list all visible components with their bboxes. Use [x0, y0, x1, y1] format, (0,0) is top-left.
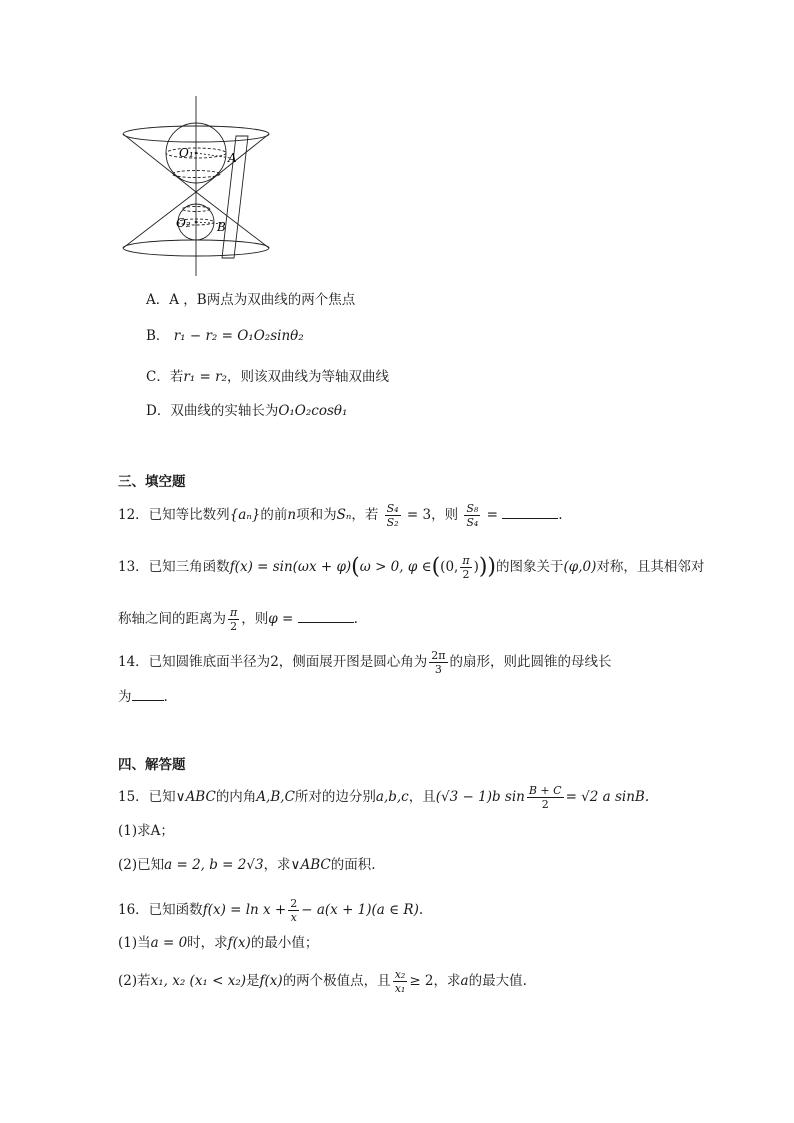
q14-text: 14．已知圆锥底面半径为 [118, 654, 271, 670]
question-13-line2 [118, 606, 358, 633]
q14-text: 为 [118, 689, 132, 705]
q13-text: 称轴之间的距离为 [118, 611, 226, 627]
q14-text: . [163, 689, 168, 705]
q15-text: (2)已知 [118, 857, 165, 873]
option-c-formula: r₁ = r₂ [183, 369, 227, 385]
q16-f: f(x) [227, 935, 251, 951]
q15-angles: A,B,C [256, 789, 295, 805]
question-13: 13．已知三角函数f(x) = sin(ωx + φ)(ω > 0, φ ∈((0, $\frac{\pi}{2}$ )))的图象关于(φ,0)对称，且其相邻对 [118, 554, 705, 581]
q15-text: ，求∨ [263, 857, 301, 873]
q15-triangle: ABC [300, 857, 331, 873]
option-d-formula: O₁O₂cosθ₁ [278, 403, 348, 419]
label-o2: O₂ [176, 216, 191, 230]
option-c-prefix: C．若 [146, 369, 184, 385]
q13-answer-blank[interactable] [298, 610, 354, 623]
q16-text: 是 [246, 973, 260, 989]
option-b-formula: r₁ − r₂ = O₁O₂sinθ₂ [173, 328, 304, 344]
question-15-part-2 [118, 855, 376, 875]
q16-text: . [418, 902, 424, 918]
q16-text: (2)若 [118, 973, 151, 989]
q13-text: 13．已知三角函数 [118, 559, 230, 575]
cone-generator [123, 134, 196, 192]
q16-text: (1)当 [118, 935, 151, 951]
q12-sn: Sₙ [336, 507, 352, 523]
q12-answer-blank[interactable] [502, 506, 558, 519]
q16-condition: a = 0 [150, 935, 188, 951]
option-d-prefix: D．双曲线的实轴长为 [146, 403, 279, 419]
double-cone-figure [116, 96, 276, 276]
q13-text: ，则 [241, 611, 269, 627]
q13-distance: $\frac{\pi}{2}$ [230, 606, 238, 633]
question-14-line2 [118, 687, 168, 707]
q14-radius: 2 [270, 654, 279, 670]
question-12 [118, 502, 563, 529]
option-b [146, 326, 304, 346]
q15-condition: a = 2, b = 2√3 [164, 857, 264, 873]
q16-a: a [460, 973, 469, 989]
q16-text: 的最大值. [468, 973, 527, 989]
label-o1: O₁ [179, 146, 194, 160]
q14-angle: $\frac{2\pi}{3}$ [431, 649, 446, 676]
label-b: B [217, 220, 226, 234]
q12-text: 项和为 [296, 507, 337, 523]
q15-text: 的面积. [330, 857, 376, 873]
q14-text: ，侧面展开图是圆心角为 [278, 654, 428, 670]
q13-phi: φ = [268, 611, 294, 627]
question-14 [118, 649, 612, 676]
q13-interval: ) [473, 559, 479, 575]
option-b-prefix: B． [146, 328, 170, 344]
center-o2-dot [195, 221, 198, 224]
label-a: A [228, 151, 237, 165]
question-15 [118, 784, 649, 811]
q13-condition: ω > 0, φ ∈ [359, 559, 432, 575]
section-4-title: 四、解答题 [118, 757, 186, 773]
q15-sides: a,b,c [375, 789, 409, 805]
q13-text: . [353, 611, 358, 627]
q12-fraction-1: $\frac{\text{S₄}}{\text{S₂}}$ [386, 502, 399, 529]
q16-text: 的两个极值点，且 [282, 973, 391, 989]
q12-text: = [486, 507, 498, 523]
question-16-part-1 [118, 933, 318, 953]
q16-ratio: $\frac{\text{x₂}}{\text{x₁}}$ [394, 968, 406, 995]
q15-text: 15．已知∨ [118, 789, 186, 805]
q15-text: 所对的边分别 [294, 789, 376, 805]
question-16 [118, 897, 423, 924]
q15-triangle: ABC [185, 789, 216, 805]
q12-sequence: {aₙ} [229, 507, 261, 523]
q12-n: n [287, 507, 297, 523]
q16-vars: x₁, x₂ (x₁ < x₂) [150, 973, 247, 989]
question-15-part-1: (1)求A； [118, 823, 174, 839]
option-c-suffix: ，则该双曲线为等轴双曲线 [226, 369, 389, 385]
q15-rhs: = √2 a sinB. [565, 789, 650, 805]
q14-answer-blank[interactable] [132, 688, 164, 701]
q13-text: 对称，且其相邻对 [596, 559, 705, 575]
q16-function: f(x) = ln x + [202, 902, 287, 918]
q16-f: f(x) [259, 973, 283, 989]
q13-text: 的图象关于 [496, 559, 564, 575]
q15-text: 的内角 [215, 789, 257, 805]
q12-text: 12．已知等比数列 [118, 507, 230, 523]
q13-pi-half: $\frac{\pi}{2}$ [462, 554, 470, 581]
q16-text: 的最小值； [250, 935, 319, 951]
q16-text: 16．已知函数 [118, 902, 203, 918]
q14-text: 的扇形，则此圆锥的母线长 [449, 654, 612, 670]
q12-text: 的前 [260, 507, 288, 523]
q16-text: 时，求 [187, 935, 228, 951]
question-16-part-2 [118, 968, 527, 995]
option-c [146, 367, 389, 387]
q12-text: . [558, 507, 563, 523]
q16-function: − a(x + 1)(a ∈ R) [301, 902, 419, 918]
q12-text: ，若 [351, 507, 379, 523]
option-a: A．A ，B两点为双曲线的两个焦点 [146, 292, 356, 308]
center-o1-dot [195, 152, 198, 155]
q16-text: ≥ 2，求 [409, 973, 461, 989]
q15-fraction: $\frac{B + C}{2}$ [528, 784, 562, 811]
q12-text: = 3，则 [406, 507, 459, 523]
q16-fraction: $\frac{2}{x}$ [290, 897, 298, 924]
q15-lhs: (√3 − 1)b sin [435, 789, 525, 805]
q13-point: (φ,0) [563, 559, 597, 575]
q12-fraction-2: $\frac{\text{S₈}}{\text{S₄}}$ [466, 502, 479, 529]
q13-function: f(x) = sin(ωx + φ) [229, 559, 352, 575]
option-d [146, 401, 347, 421]
section-3-title: 三、填空题 [118, 474, 186, 490]
q15-text: ，且 [408, 789, 436, 805]
q13-interval: (0, [440, 559, 459, 575]
